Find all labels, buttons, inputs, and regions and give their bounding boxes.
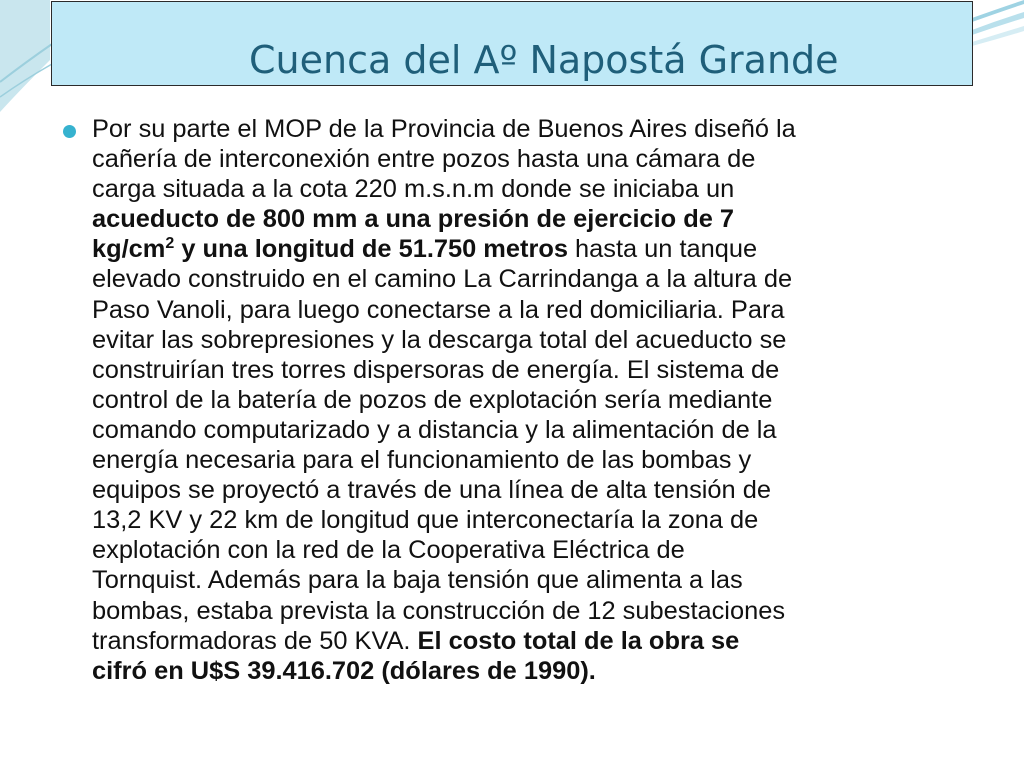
body-line-bold [92,204,972,234]
unit-text: kg/cm [92,235,166,264]
body-line [92,626,972,656]
bold-text-segment: y una longitud de 51.750 metros [174,235,568,264]
body-line: energía necesaria para el funcionamiento de las bombas y [92,446,752,475]
body-line [92,234,972,264]
body-text-segment: hasta un tanque [567,235,758,264]
bold-text [92,235,568,263]
body-paragraph [92,114,972,686]
bold-text-segment: El costo total de la obra se [410,626,740,655]
body-line: elevado construido en el camino La Carrindanga a la altura de [92,265,793,294]
bold-text: acueducto de 800 mm a una presión de ejercicio de 7 [92,205,735,234]
body-text-segment: transformadoras de 50 KVA. [92,626,411,655]
title-box [51,1,973,86]
body-line: control de la batería de pozos de explotación sería mediante [92,385,773,414]
bold-text: cifró en U$S 39.416.702 (dólares de 1990). [92,656,596,685]
body-line: Paso Vanoli, para luego conectarse a la red domiciliaria. Para [92,295,785,324]
body-line: comando computarizado y a distancia y la alimentación de la [92,415,777,444]
bullet-icon [63,125,76,138]
body-line: 13,2 KV y 22 km de longitud que interconectaría la zona de [92,506,759,535]
superscript: 2 [165,235,175,253]
body-line-bold [92,656,972,686]
body-line: explotación con la red de la Cooperativa Eléctrica de [92,536,685,565]
slide-title: Cuenca del Aº Napostá Grande [249,38,839,82]
body-line: Por su parte el MOP de la Provincia de Buenos Aires diseñó la [92,115,796,143]
body-line: carga situada a la cota 220 m.s.n.m donde se iniciaba un [92,175,735,204]
body-line: equipos se proyectó a través de una línea de alta tensión de [92,476,771,505]
body-line: Tornquist. Además para la baja tensión que alimenta a las [92,566,743,595]
body-line: cañería de interconexión entre pozos hasta una cámara de [92,145,756,174]
body-line: construirían tres torres dispersoras de energía. El sistema de [92,355,780,384]
body-line: bombas, estaba prevista la construcción de 12 subestaciones [92,596,786,625]
body-line: evitar las sobrepresiones y la descarga total del acueducto se [92,325,787,354]
